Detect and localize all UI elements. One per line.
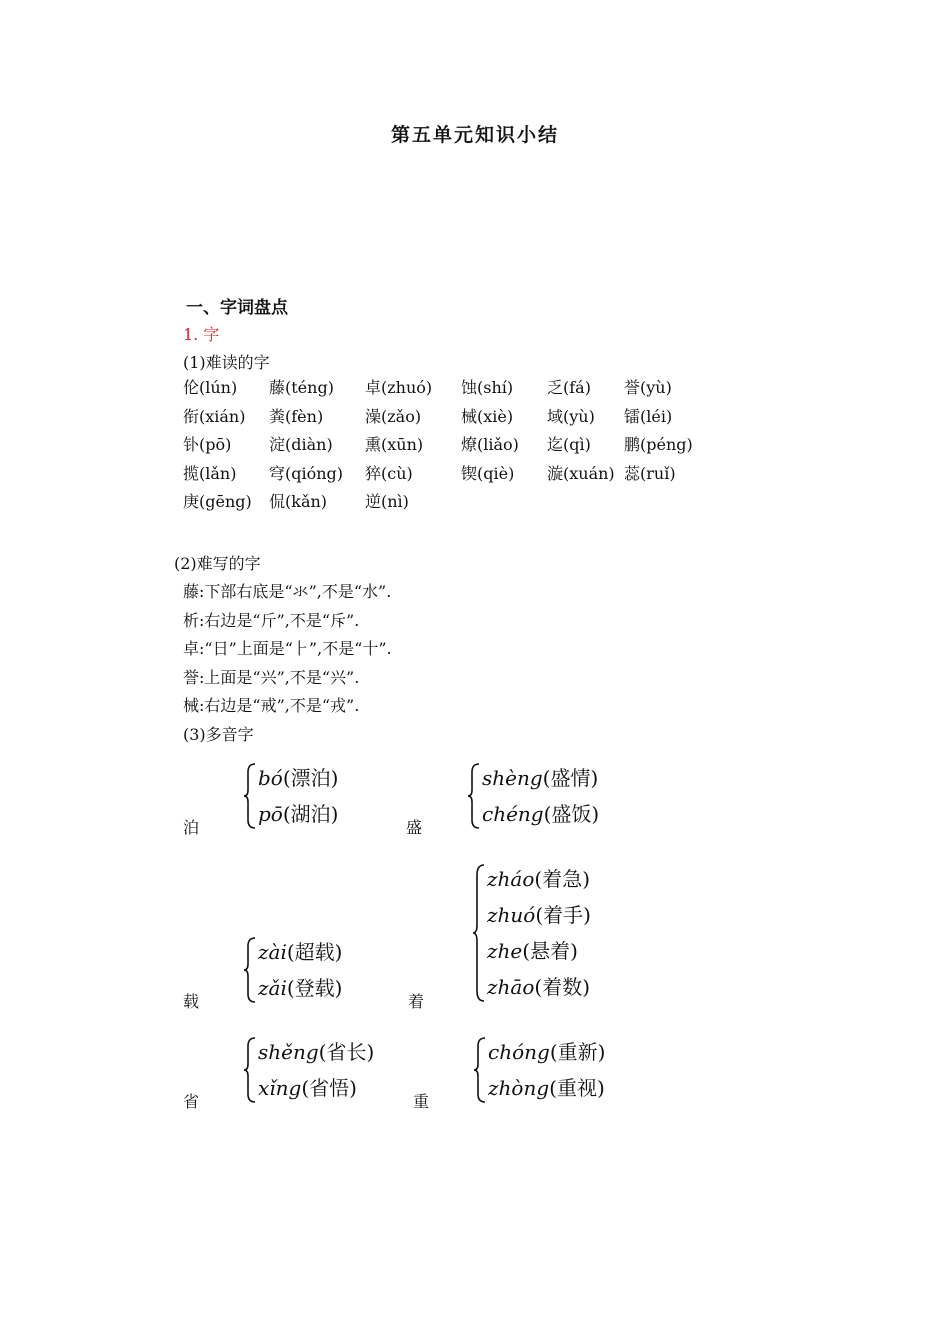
brace-icon: [468, 762, 480, 830]
reading-item: 衔(xián): [183, 406, 246, 426]
reading-item: 钋(pō): [183, 435, 232, 455]
reading-item: 粪(fèn): [269, 406, 324, 426]
example-word: (悬着): [522, 939, 578, 963]
reading-item: 侃(kǎn): [269, 492, 328, 512]
pinyin: zhòng: [488, 1076, 550, 1100]
writing-notes: [183, 578, 392, 721]
reading-item: 逆(nì): [365, 492, 409, 512]
polyphone-group: [258, 1034, 374, 1106]
polyphone-group: [482, 760, 599, 832]
polyphone-char: 着: [408, 992, 425, 1011]
example-word: (重视): [549, 1076, 605, 1100]
reading-item: 蚀(shí): [461, 378, 514, 397]
reading-item: 熏(xūn): [365, 435, 424, 455]
example-word: (着手): [535, 903, 591, 927]
pinyin: zháo: [487, 867, 535, 891]
polyphone-char: 载: [183, 992, 200, 1011]
polyphone-char: 省: [183, 1092, 200, 1111]
brace-icon: [244, 762, 256, 830]
reading-item: 淀(diàn): [269, 435, 333, 455]
part-heading-reading: (1)难读的字: [183, 353, 270, 372]
pinyin: bó: [258, 766, 283, 790]
writing-note: 析:右边是“斤”,不是“斥”.: [183, 610, 360, 630]
reading-item: 庚(gēng): [183, 492, 252, 512]
pinyin: zhuó: [487, 903, 536, 927]
pinyin: chóng: [488, 1040, 550, 1064]
brace-icon: [473, 863, 485, 1003]
example-word: (超载): [286, 940, 343, 964]
section-heading: 一、字词盘点: [186, 298, 288, 318]
example-word: (省长): [318, 1040, 375, 1064]
reading-item: 燎(liǎo): [461, 435, 519, 455]
polyphone-char: 泊: [183, 818, 200, 837]
pinyin: pō: [258, 802, 283, 826]
pinyin: xǐng: [258, 1076, 302, 1100]
reading-item: 蕊(ruǐ): [624, 463, 676, 483]
reading-item: 械(xiè): [461, 406, 514, 426]
pinyin: zhe: [487, 939, 523, 963]
reading-item: 漩(xuán): [547, 463, 615, 483]
polyphone-group: [258, 760, 338, 832]
example-word: (盛饭): [543, 802, 600, 826]
reading-item: 誉(yù): [624, 378, 672, 397]
polyphone-group: [488, 1034, 605, 1106]
example-word: (漂泊): [282, 766, 339, 790]
reading-item: 藤(téng): [269, 378, 334, 397]
writing-note: 藤:下部右底是“氺”,不是“水”.: [183, 582, 392, 601]
brace-icon: [244, 936, 256, 1004]
reading-item: 镭(léi): [624, 406, 673, 426]
reading-item: 猝(cù): [365, 463, 413, 483]
pinyin: shěng: [258, 1040, 319, 1064]
writing-note: 誉:上面是“兴”,不是“兴”.: [183, 667, 360, 687]
polyphone-char: 重: [413, 1092, 430, 1111]
pinyin: zài: [258, 940, 287, 964]
example-word: (着急): [534, 867, 590, 891]
reading-item: 卓(zhuó): [365, 378, 433, 397]
reading-item: 伦(lún): [183, 378, 238, 397]
reading-item: 揽(lǎn): [183, 463, 237, 483]
brace-icon: [244, 1036, 256, 1104]
reading-item: 鹏(péng): [624, 435, 693, 455]
writing-note: 械:右边是“戒”,不是“戎”.: [183, 696, 360, 716]
example-word: (省悟): [301, 1076, 357, 1100]
reading-item: 域(yù): [547, 406, 595, 426]
subsection-heading: 1. 字: [183, 325, 220, 344]
pinyin: chéng: [482, 802, 544, 826]
reading-item: 锲(qiè): [461, 463, 515, 483]
example-word: (登载): [286, 976, 343, 1000]
example-word: (重新): [549, 1040, 606, 1064]
page-title: 第五单元知识小结: [390, 124, 559, 146]
part-heading-polyphone: (3)多音字: [183, 725, 254, 744]
pinyin: zǎi: [258, 976, 287, 1000]
reading-item: 迄(qì): [547, 435, 591, 455]
reading-grid: [183, 377, 714, 514]
reading-item: 澡(zǎo): [365, 406, 422, 426]
example-word: (着数): [534, 975, 590, 999]
polyphone-group: [258, 934, 342, 1006]
writing-note: 卓:“日”上面是“⺊”,不是“十”.: [183, 639, 392, 659]
brace-icon: [474, 1036, 486, 1104]
polyphone-group: [487, 861, 591, 1005]
polyphone-char: 盛: [406, 818, 423, 837]
pinyin: zhāo: [487, 975, 535, 999]
example-word: (盛情): [542, 766, 599, 790]
pinyin: shèng: [482, 766, 543, 790]
reading-item: 穹(qióng): [269, 463, 344, 483]
example-word: (湖泊): [282, 802, 339, 826]
reading-item: 乏(fá): [547, 378, 591, 397]
part-heading-writing: (2)难写的字: [174, 554, 261, 573]
